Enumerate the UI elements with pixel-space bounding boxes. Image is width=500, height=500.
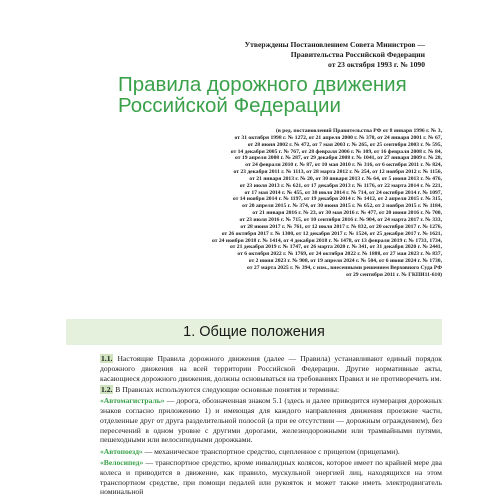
approval-line: Правительства Российской Федерации xyxy=(290,50,425,59)
paragraph-1-2 xyxy=(100,385,442,395)
paragraph-1-1 xyxy=(100,354,442,383)
edition-line: от 28 июня 2002 г. № 472, от 7 мая 2003 г. № 265, от 25 сентября 2003 г. № 595, xyxy=(247,141,442,148)
rules-body xyxy=(100,354,442,499)
edition-line: от 29 сентября 2011 г. № ГКПИ11-610) xyxy=(346,271,442,278)
term-definition xyxy=(100,396,442,445)
edition-line: от 24 февраля 2010 г. № 87, от 10 мая 2010 г. № 316, от 6 октября 2011 г. № 824, xyxy=(245,162,442,169)
term-definition xyxy=(100,447,442,457)
edition-line: от 19 апреля 2008 г. № 287, от 29 декабря 2008 г. № 1041, от 27 января 2009 г. № 28, xyxy=(235,155,442,162)
paragraph-number: 1.1. xyxy=(101,354,113,363)
edition-line: от 23 декабря 2011 г. № 1113, от 28 марта 2012 г. № 254, от 12 ноября 2012 г. № 1156, xyxy=(233,169,442,176)
approval-note xyxy=(125,40,425,70)
edition-line: от 31 октября 1998 г. № 1272, от 21 апреля 2000 г. № 370, от 24 января 2001 г. № 67, xyxy=(234,134,442,141)
term-name: «Автомагистраль» xyxy=(100,396,165,406)
edition-line: от 23 июля 2016 г. № 715, от 10 сентября 2016 г. № 904, от 24 марта 2017 г. № 333, xyxy=(239,216,442,223)
approval-line: Утверждены Постановлением Совета Министров — xyxy=(244,40,425,49)
term-name: «Велосипед» xyxy=(100,457,144,467)
document-title xyxy=(118,74,418,116)
edition-line: (в ред. постановлений Правительства РФ от 8 января 1996 г. № 3, xyxy=(275,128,442,134)
term-text: — дорога, обозначенная знаком 5.1 (здесь и далее приводится нумерация дорожных знаков согласно приложению 1) и имеющая для каждого направления движения проезжие части, отделенные друг от друга разделительной полосой (а при ее отсутствии — дорожным ограждением), без пересечений в одном уровне с другими дорогами, железнодорожными или трамвайными путями, пешеходными или велосипедными дорожками. xyxy=(100,396,442,445)
paragraph-text: Настоящие Правила дорожного движения (далее — Правила) устанавливают единый порядок дорожного движения на всей территории Российской Федерации. Другие нормативные акты, касающиеся дорожного движения, должны основываться на требованиях Правил и не противоречить им. xyxy=(100,354,442,383)
edition-line: от 26 октября 2017 г. № 1300, от 12 декабря 2017 г. № 1524, от 25 декабря 2017 г. № 1621, xyxy=(221,230,442,237)
section-heading xyxy=(66,319,442,345)
term-name: «Автопоезд» xyxy=(100,446,143,456)
edition-history xyxy=(66,128,442,279)
edition-line: от 20 апреля 2015 г. № 374, от 30 июня 2015 г. № 652, от 2 ноября 2015 г. № 1184, xyxy=(242,203,442,210)
paragraph-text: В Правилах используются следующие основные понятия и термины: xyxy=(113,384,340,394)
term-definition xyxy=(100,458,442,497)
edition-line: от 14 декабря 2005 г. № 767, от 28 февраля 2006 г. № 109, от 16 февраля 2008 г. № 84, xyxy=(230,148,442,155)
title-line: Правила дорожного движения xyxy=(118,73,407,96)
edition-line: от 21 декабря 2019 г. № 1747, от 26 марта 2020 г. № 341, от 31 декабря 2020 г. № 2441, xyxy=(229,244,442,251)
edition-line: от 27 марта 2025 г. № 394, с изм., внесенными решением Верховного Суда РФ xyxy=(247,264,442,271)
edition-line: от 28 июня 2017 г. № 761, от 12 июля 2017 г. № 832, от 20 октября 2017 г. № 1276, xyxy=(240,223,442,230)
edition-line: от 24 ноября 2018 г. № 1414, от 4 декабря 2018 г. № 1478, от 13 февраля 2019 г. № 1733, 1734, xyxy=(211,237,442,244)
paragraph-number: 1.2. xyxy=(101,384,113,394)
edition-line: от 14 ноября 2014 г. № 1197, от 19 декабря 2014 г. № 1412, от 2 апреля 2015 г. № 315, xyxy=(232,196,442,203)
title-line: Российской Федерации xyxy=(118,94,341,117)
section-title: 1. Общие положения xyxy=(183,324,325,340)
edition-line: от 21 января 2016 г. № 23, от 30 мая 2016 г. № 477, от 20 июня 2016 г. № 700, xyxy=(252,210,442,217)
term-text: — механическое транспортное средство, сцепленное с прицепом (прицепами). xyxy=(142,446,400,456)
approval-line: от 23 октября 1993 г. № 1090 xyxy=(328,60,425,69)
edition-line: от 23 июля 2013 г. № 621, от 17 декабря 2013 г. № 1176, от 22 марта 2014 г. № 221, xyxy=(239,182,442,189)
term-text: — транспортное средство, кроме инвалидных колясок, которое имеет по крайней мере два колеса и приводится в движение, как правило, мускульной энергией лиц, находящихся на этом транспортном средстве, при помощи педалей или рукояток и может также иметь электродвигатель номинальной xyxy=(100,457,442,497)
edition-line: от 2 июня 2023 г. № 908, от 19 апреля 2024 г. № 504, от 6 июня 2024 г. № 1730, xyxy=(248,258,442,265)
edition-line: от 21 января 2013 г. № 20, от 30 января 2013 г. № 64, от 5 июня 2013 г. № 476, xyxy=(249,175,442,182)
edition-line: от 6 октября 2022 г. № 1769, от 24 октября 2022 г. № 1888, от 27 мая 2023 г. № 837, xyxy=(237,251,442,258)
edition-line: от 17 мая 2014 г. № 455, от 30 июля 2014 г. № 714, от 24 октября 2014 г. № 1097, xyxy=(244,189,442,196)
